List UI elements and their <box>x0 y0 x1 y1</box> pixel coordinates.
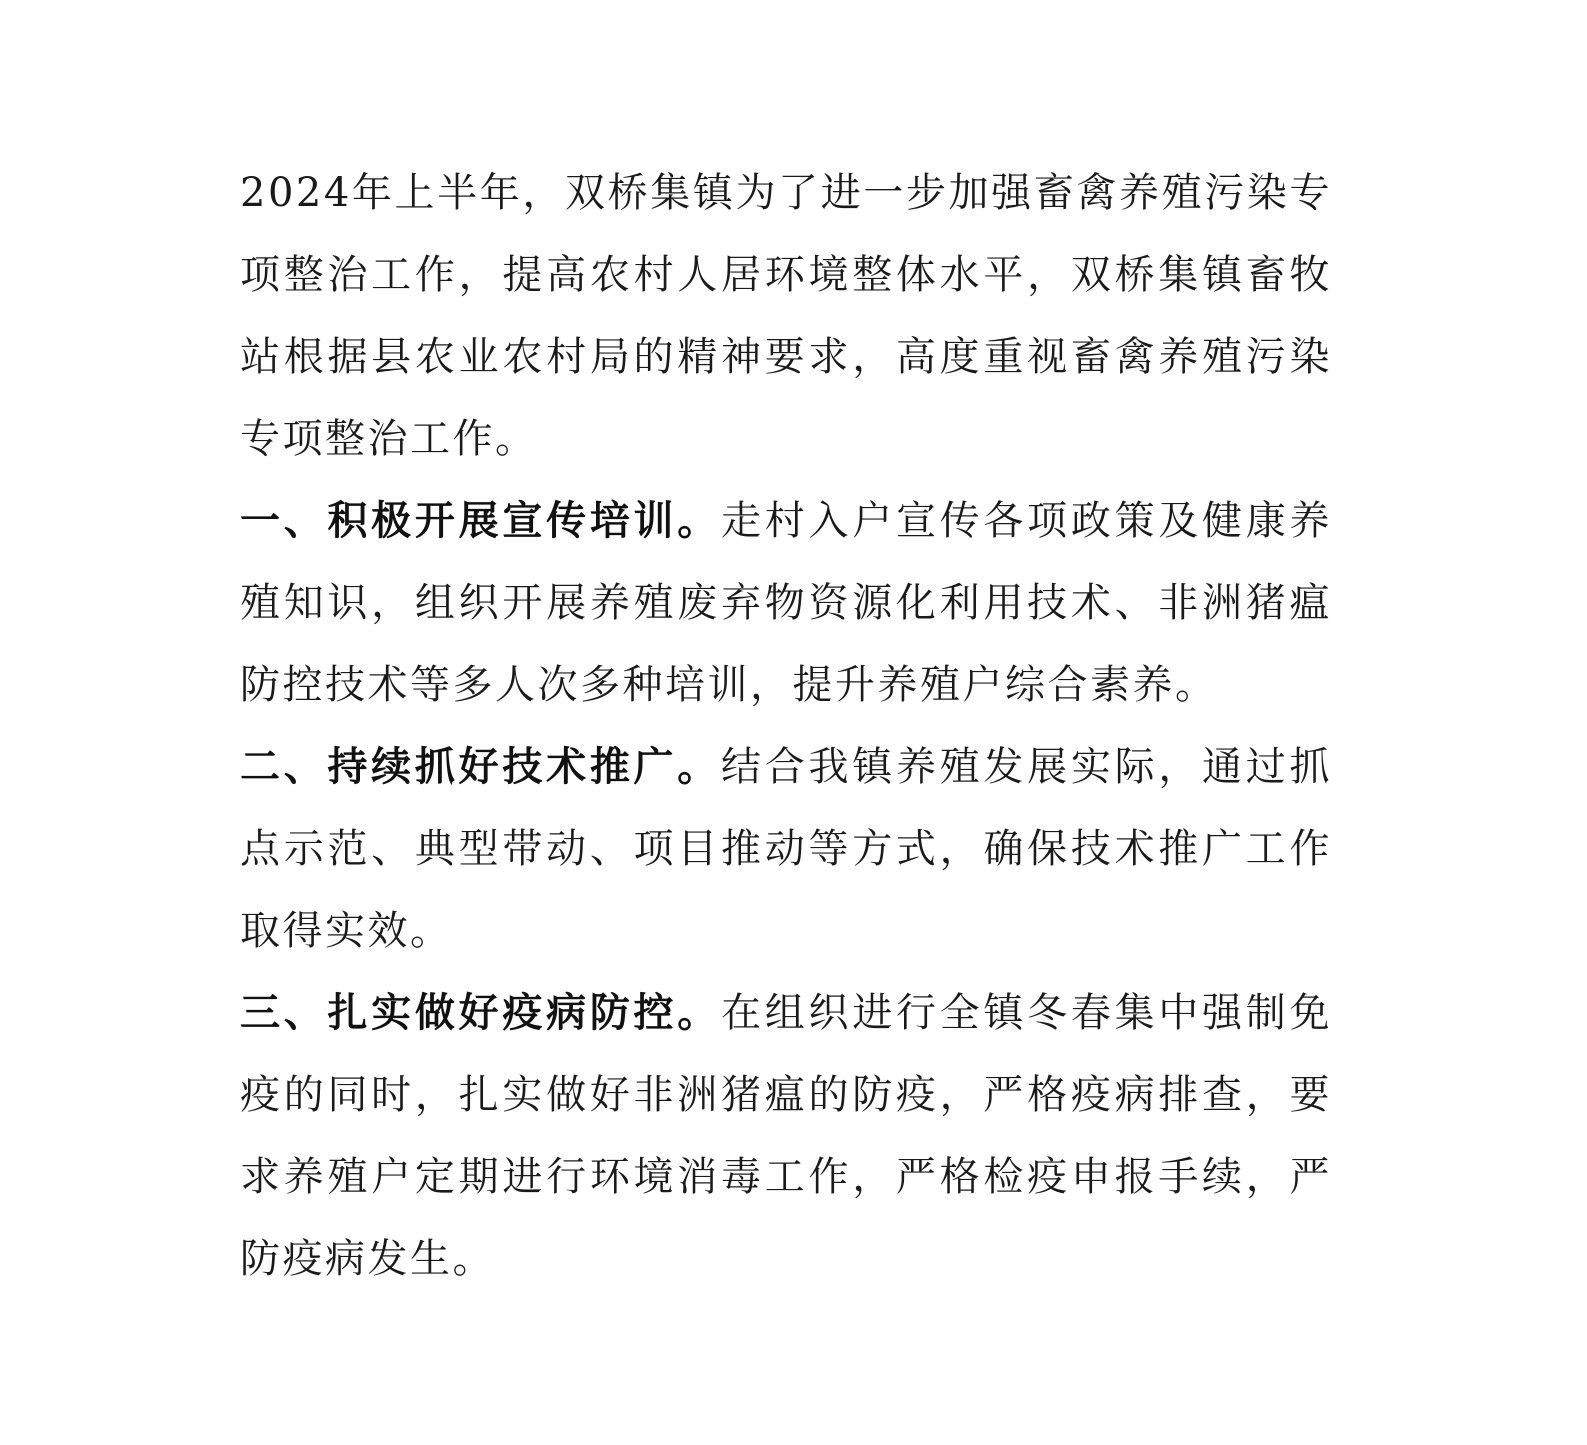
section-heading-1: 一、积极开展宣传培训。 <box>240 498 722 544</box>
section-paragraph-3 <box>240 972 1332 1300</box>
section-body-1: 走村入户宣传各项政策及健康养殖知识，组织开展养殖废弃物资源化利用技术、非洲猪瘟防控技术等多人次多种培训，提升养殖户综合素养。 <box>240 498 1333 708</box>
section-heading-3: 三、扎实做好疫病防控。 <box>240 990 722 1036</box>
section-paragraph-2 <box>240 726 1332 972</box>
section-body-3: 在组织进行全镇冬春集中强制免疫的同时，扎实做好非洲猪瘟的防疫，严格疫病排查，要求养殖户定期进行环境消毒工作，严格检疫申报手续，严防疫病发生。 <box>240 990 1333 1282</box>
section-body-2: 结合我镇养殖发展实际，通过抓点示范、典型带动、项目推动等方式，确保技术推广工作取得实效。 <box>240 744 1333 954</box>
section-heading-2: 二、持续抓好技术推广。 <box>240 744 722 790</box>
document-body <box>240 152 1332 1300</box>
section-paragraph-1 <box>240 480 1332 726</box>
intro-paragraph: 2024年上半年，双桥集镇为了进一步加强畜禽养殖污染专项整治工作，提高农村人居环境整体水平，双桥集镇畜牧站根据县农业农村局的精神要求，高度重视畜禽养殖污染专项整治工作。 <box>240 170 1332 462</box>
